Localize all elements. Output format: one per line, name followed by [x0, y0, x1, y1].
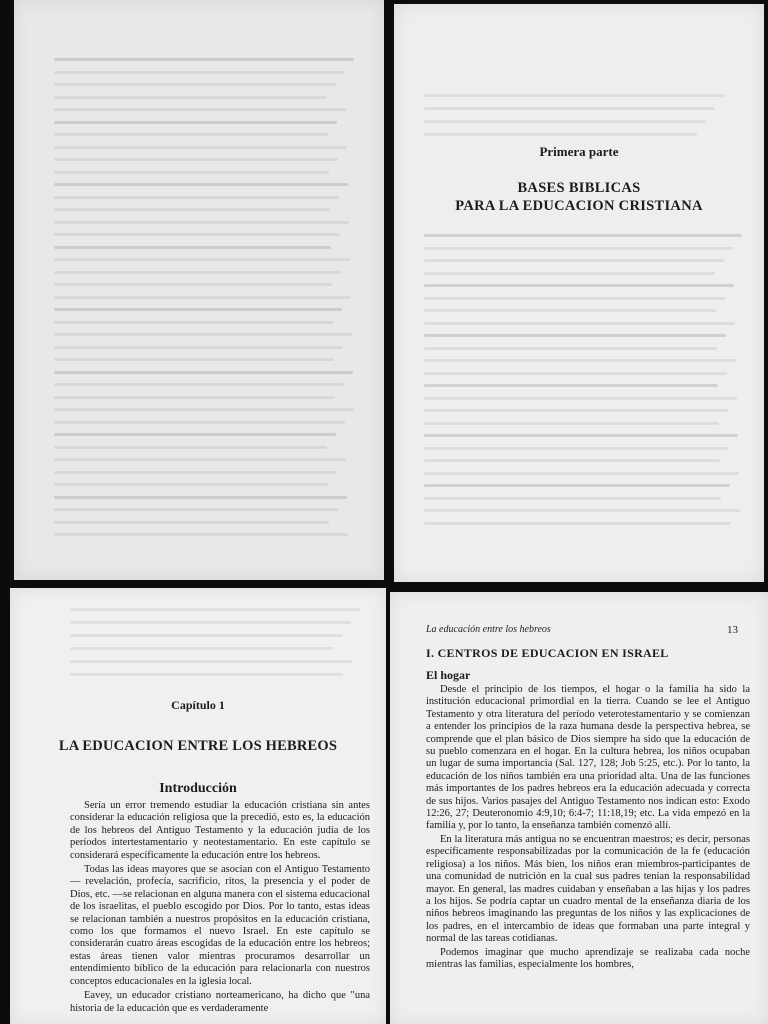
bleed-through-line [54, 96, 327, 99]
bleed-through-line [54, 158, 338, 161]
bleed-through-line [424, 434, 738, 437]
bleed-through-line [54, 421, 345, 424]
bleed-through-line [54, 121, 337, 124]
bleed-through-line [424, 509, 740, 512]
bleed-through-line [54, 196, 339, 199]
bleed-through-line [424, 234, 742, 237]
bleed-through-line [54, 71, 345, 74]
bleed-through-line [54, 483, 328, 486]
part-title-line1: BASES BIBLICAS [517, 180, 641, 196]
paragraph: Todas las ideas mayores que se asocian con el Antiguo Testamento — revelación, profecía, sacrificio, ritos, la presencia y el poder de Dios, etc. —se relacionan en alguna manera con el sistema educacional de los israelitas, el pueblo escogido por Dios. Por lo tanto, estas ideas se relacionan también a nuestros propósitos en la educación cristiana, como los que formamos el nuevo Israel. En este capítulo se considerarán cuatro áreas escogidas de la educación entre los hebreos; estas áreas tienen valor mientras procuramos desarrollar un entendimiento bíblico de la educación para relacionarla con nuestros conceptos educacionales en la iglesia local. [70, 864, 370, 987]
bleed-through-line [54, 321, 333, 324]
bleed-through-line [424, 347, 717, 350]
bleed-through-line [424, 359, 736, 362]
bleed-through-line [70, 608, 360, 611]
bleed-through-line [424, 397, 737, 400]
bleed-through-line [70, 621, 351, 624]
bleed-through-line [70, 647, 333, 650]
bleed-through-line [54, 221, 349, 224]
paragraph: En la literatura más antigua no se encuentran maestros; es decir, personas específicamente responsabilizadas por la comunicación de la fe (educación religiosa) a los niños. Más bien, los niños eran miembros-participantes de una comunidad de nutrición en la cual sus padres tenían la responsabilidad mayor. En general, las madres cuidaban y enseñaban a las hijas y los padres a los hijos. Se podría captar un cuadro mental de la enseñanza diaria de los niños hebreos imaginando las preguntas de los niños y las explicaciones de los padres, en el intercambio de ideas que formaban una parte integral y normal de las tareas cotidianas. [426, 833, 750, 945]
part-title [394, 179, 764, 215]
running-head-title: La educación entre los hebreos [426, 624, 551, 635]
bleed-through-line [54, 246, 331, 249]
bleed-through-line [54, 358, 334, 361]
bleed-through-line [54, 496, 347, 499]
bleed-through-line [54, 271, 341, 274]
bleed-through-line [54, 471, 337, 474]
bleed-through-line [424, 133, 697, 136]
bleed-through-line [54, 433, 336, 436]
bleed-through-line [70, 634, 342, 637]
bleed-through-line [54, 408, 354, 411]
bleed-through-line [424, 107, 715, 110]
chapter-title: LA EDUCACION ENTRE LOS HEBREOS [58, 738, 338, 754]
bleed-through-line [54, 508, 338, 511]
paragraph: Sería un error tremendo estudiar la educación cristiana sin antes considerar la educación religiosa que la precedió, esto es, la educación de los hebreos del Antiguo Testamento y la educación judía de los períodos intertestamentario y neotestamentario. En este capítulo se considerará específicamente la educación entre los hebreos. [70, 800, 370, 861]
bleed-through-line [54, 296, 351, 299]
chapter-body [70, 800, 370, 1017]
bleed-through-line [424, 497, 721, 500]
page-top-right [394, 4, 764, 582]
bleed-through-line [54, 308, 342, 311]
bleed-through-line [424, 522, 731, 525]
bleed-through-line [424, 372, 727, 375]
bleed-through-line [424, 94, 724, 97]
bleed-through-line [424, 272, 715, 275]
paragraph: Eavey, un educador cristiano norteamericano, ha dicho que "una historia de la educación que es verdaderamente [70, 990, 370, 1014]
running-head [426, 624, 738, 635]
bleed-through-line [424, 384, 718, 387]
part-title-line2: PARA LA EDUCACION CRISTIANA [455, 198, 703, 214]
bleed-through-line [54, 283, 332, 286]
bleed-through-line [54, 371, 353, 374]
bleed-through-line [424, 297, 725, 300]
chapter-label: Capítulo 1 [171, 698, 225, 712]
bleed-through-line [424, 422, 719, 425]
bleed-through-line [70, 660, 352, 663]
bleed-through-line [54, 533, 348, 536]
page-bottom-right [390, 592, 768, 1024]
bleed-through-line [54, 133, 328, 136]
bleed-through-line [424, 120, 706, 123]
page-number: 13 [727, 624, 738, 636]
bleed-through-line [424, 322, 735, 325]
bleed-through-line [54, 458, 346, 461]
bleed-through-line [54, 146, 347, 149]
bleed-through-line [424, 409, 728, 412]
bleed-through-line [70, 673, 343, 676]
page-bottom-left [10, 588, 386, 1024]
bleed-through-line [424, 459, 720, 462]
bleed-through-line [54, 383, 344, 386]
bleed-through-line [54, 58, 354, 61]
subheading: El hogar [426, 668, 471, 682]
text-body [426, 684, 750, 972]
bleed-through-line [54, 346, 343, 349]
bleed-through-line [424, 484, 730, 487]
intro-heading: Introducción [159, 781, 237, 796]
bleed-through-line [54, 208, 330, 211]
section-heading: I. CENTROS DE EDUCACION EN ISRAEL [426, 646, 669, 660]
paragraph: Desde el principio de los tiempos, el hogar o la familia ha sido la institución educacional primordial en la tierra. Cuando se lee el Antiguo Testamento y otra literatura del período veterotestamentario y se comienzan a entender los principios de la raza humana desde la perspectiva hebrea, se comprende que el plan básico de Dios siempre ha sido que la educación de su pueblo comenzara en el hogar. En la cultura hebrea, los niños ocupaban un lugar de suma importancia (Sal. 127, 128; Job 5:25, etc.). Por lo tanto, la educación de los niños también era una prioridad alta. Una de las funciones más importantes de los padres hebreos era la educación adecuada y correcta de sus hijos. Varios pasajes del Antiguo Testamento nos indican esto: Exodo 12:26, 27; Deuteronomio 4:9,10; 6:4-7; 11:18,19; etc. La vida empezó en la familia y, por lo tanto, la enseñanza también comenzó allí. [426, 684, 750, 832]
bleed-through-line [54, 83, 336, 86]
bleed-through-line [424, 247, 733, 250]
bleed-through-line [54, 396, 335, 399]
part-label: Primera parte [539, 144, 619, 159]
bleed-through-line [424, 259, 724, 262]
bleed-through-line [424, 284, 734, 287]
bleed-through-line [54, 171, 329, 174]
page-top-left [14, 0, 384, 580]
bleed-through-line [424, 472, 739, 475]
bleed-through-line [424, 309, 716, 312]
bleed-through-line [424, 334, 726, 337]
bleed-through-line [424, 447, 729, 450]
bleed-through-line [54, 108, 346, 111]
bleed-through-line [54, 183, 348, 186]
paragraph: Podemos imaginar que mucho aprendizaje se realizaba cada noche mientras las familias, especialmente los hombres, [426, 946, 750, 970]
bleed-through-line [54, 446, 327, 449]
bleed-through-line [54, 258, 350, 261]
bleed-through-line [54, 233, 340, 236]
bleed-through-line [54, 333, 352, 336]
bleed-through-line [54, 521, 329, 524]
